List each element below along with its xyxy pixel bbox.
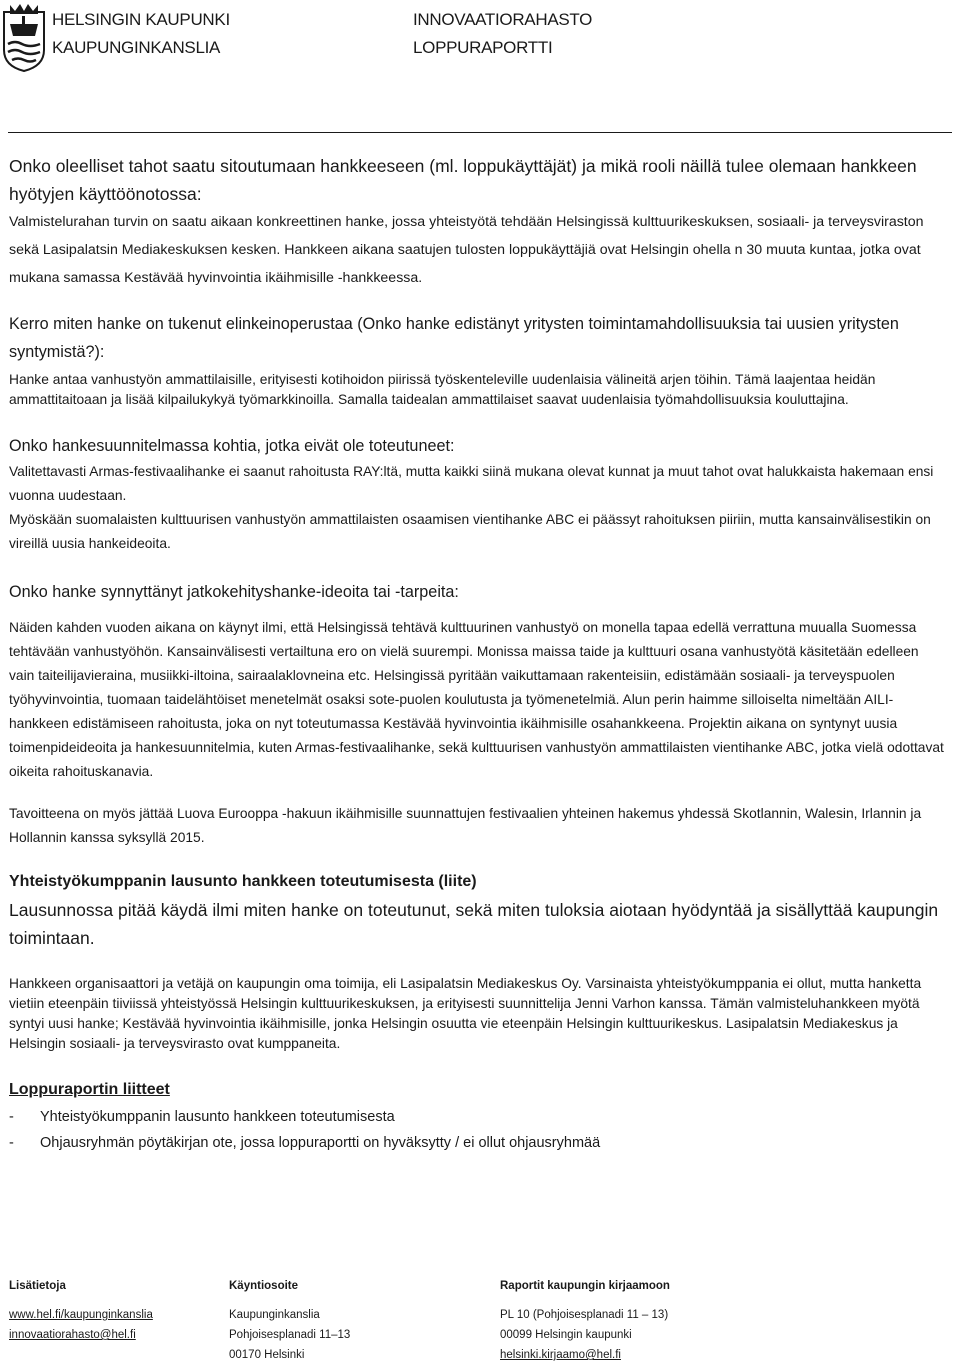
unrealized-answer-1: Valitettavasti Armas-festivaalihanke ei saanut rahoitusta RAY:ltä, mutta kaikki siinä mukana olevat kunnat ja muut tahot ovat halukkaista hakemaan ensi vuonna uudestaan. [9, 464, 934, 503]
header-doc-subtitle: LOPPURAPORTTI [413, 38, 553, 57]
unrealized-question: Onko hankesuunnitelmassa kohtia, jotka eivät ole toteutuneet: [9, 437, 455, 455]
footer-reports-line: PL 10 (Pohjoisesplanadi 11 – 13) [500, 1309, 669, 1321]
footer-website-link[interactable]: www.hel.fi/kaupunginkanslia [9, 1309, 153, 1321]
partner-heading: Yhteistyökumppanin lausunto hankkeen toteutumisesta (liite) [9, 873, 477, 890]
followup-question: Onko hanke synnyttänyt jatkokehityshanke-ideoita tai -tarpeita: [9, 583, 459, 601]
attachments-heading: Loppuraportin liitteet [9, 1081, 170, 1098]
header-city: HELSINGIN KAUPUNKI [52, 10, 230, 29]
business-answer: Hanke antaa vanhustyön ammattilaisille, erityisesti kotihoidon piirissä työskenteleville uudenlaisia välineitä arjen töihin. Tämä laajentaa heidän ammattitaitoaan ja lisää kilpailukykyä työmarkkinoilla. Samalla taidealan ammattilaiset saavat uudenlaisia työmahdollisuuksia kouluttajina. [9, 372, 876, 407]
footer-visit-title: Käyntiosoite [229, 1280, 299, 1292]
header-document [413, 6, 592, 62]
followup-answer-2: Tavoitteena on myös jättää Luova Eurooppa -hakuun ikäihmisille suunnattujen festivaalien yhteinen hakemus yhdessä Skotlannin, Walesin, Irlannin ja Hollannin kanssa syksyllä 2015. [9, 806, 922, 845]
attachment-item: - Yhteistyökumppanin lausunto hankkeen toteutumisesta [9, 1109, 395, 1125]
header-organization [52, 6, 230, 62]
header-divider [8, 132, 952, 133]
footer-visit-line: 00170 Helsinki [229, 1349, 305, 1361]
stakeholders-question: Onko oleelliset tahot saatu sitoutumaan hankkeeseen (ml. loppukäyttäjät) ja mikä rooli näillä tulee olemaan hankkeen hyötyjen käyttöönotossa: [9, 156, 917, 204]
footer-info [9, 1276, 153, 1345]
attachments-list [9, 1104, 944, 1156]
footer-reports-line: 00099 Helsingin kaupunki [500, 1329, 632, 1341]
footer-reports-title: Raportit kaupungin kirjaamoon [500, 1280, 670, 1292]
header-doc-title: INNOVAATIORAHASTO [413, 10, 593, 29]
header-office: KAUPUNGINKANSLIA [52, 38, 221, 57]
attachment-item: - Ohjausryhmän pöytäkirjan ote, jossa loppuraportti on hyväksytty / ei ollut ohjausryhmää [9, 1135, 601, 1151]
report-body [9, 152, 944, 1156]
footer-visit [229, 1276, 350, 1365]
partner-statement: Hankkeen organisaattori ja vetäjä on kaupungin oma toimija, eli Lasipalatsin Mediakeskus Oy. Varsinaista yhteistyökumppania ei ollut, mutta hanketta vietiin eteenpäin tiiviissä yhteistyössä Helsingin kulttuurikeskuksen, ja erityisesti suunnittelija Jenni Varhon kanssa. Tämän valmisteluhankkeen myötä syntyi uusi hanke; Kestävää hyvinvointia ikäihmisille, jonka Helsingin osuutta vie eteenpäin Helsingin kulttuurikeskus. Lasipalatsin Mediakeskus ja Helsingin sosiaali- ja terveysvirasto ovat kumppaneita. [9, 976, 922, 1051]
footer-visit-line: Kaupunginkanslia [229, 1309, 320, 1321]
footer-registry-email-link[interactable]: helsinki.kirjaamo@hel.fi [500, 1349, 621, 1361]
business-question: Kerro miten hanke on tukenut elinkeinoperustaa (Onko hanke edistänyt yritysten toimintamahdollisuuksia tai uusien yritysten syntymistä?): [9, 315, 899, 361]
footer-visit-line: Pohjoisesplanadi 11–13 [229, 1329, 351, 1341]
unrealized-answer-2: Myöskään suomalaisten kulttuurisen vanhustyön ammattilaisten osaamisen vientihanke ABC ei päässyt rahoituksen piiriin, mutta kansainvälisestikin on vireillä uusia hankeideoita. [9, 512, 931, 551]
footer-email-link[interactable]: innovaatiorahasto@hel.fi [9, 1329, 136, 1341]
footer-info-title: Lisätietoja [9, 1280, 66, 1292]
footer-reports [500, 1276, 670, 1365]
stakeholders-answer: Valmistelurahan turvin on saatu aikaan konkreettinen hanke, jossa yhteistyötä tehdään Helsingissä kulttuurikeskuksen, sosiaali- ja terveysviraston sekä Lasipalatsin Mediakeskuksen kesken. Hankkeen aikana saatujen tulosten loppukäyttäjiä ovat Helsingin ohella n 30 muuta kuntaa, jotka ovat mukana samassa Kestävää hyvinvointia ikäihmisille -hankkeessa. [9, 214, 924, 286]
partner-instruction: Lausunnossa pitää käydä ilmi miten hanke on toteutunut, sekä miten tuloksia aiotaan hyödyntää ja sisällyttää kaupungin toimintaan. [9, 900, 939, 948]
followup-answer-1: Näiden kahden vuoden aikana on käynyt ilmi, että Helsingissä tehtävä kulttuurinen vanhustyö on monella tapaa edellä verrattuna muualla Suomessa tehtävään vanhustyöhön. Kansainvälisesti vertailtuna ero on vielä suurempi. Monissa maissa taide ja kulttuuri osana vanhustyötä käsitetään edelleen vain taiteilijavieraina, musiikki-iltoina, sairaalaklovneina etc. Helsingissä pyritään vaikuttamaan rakenteisiin, edistämään sosiaali- ja terveyspuolen työhyvinvointia, tuomaan taidelähtöiset menetelmät osaksi sote-puolen koulutusta ja työmenetelmiä. Alun perin haimme silloiselta nimeltään AILI-hankkeen edistämiseen rahoitusta, joka on nyt toteutumassa Kestävää hyvinvointia ikäihmisille osahankkeena. Projektin aikana on syntynyt uusia toimenpideideoita ja hankesuunnitelmia, kuten Armas-festivaalihanke, sekä kulttuurisen vanhustyön ammattilaisten vientihanke ABC, jotka vielä odottavat oikeita rahoituskanavia. [9, 620, 944, 779]
helsinki-crest-logo [2, 2, 46, 72]
